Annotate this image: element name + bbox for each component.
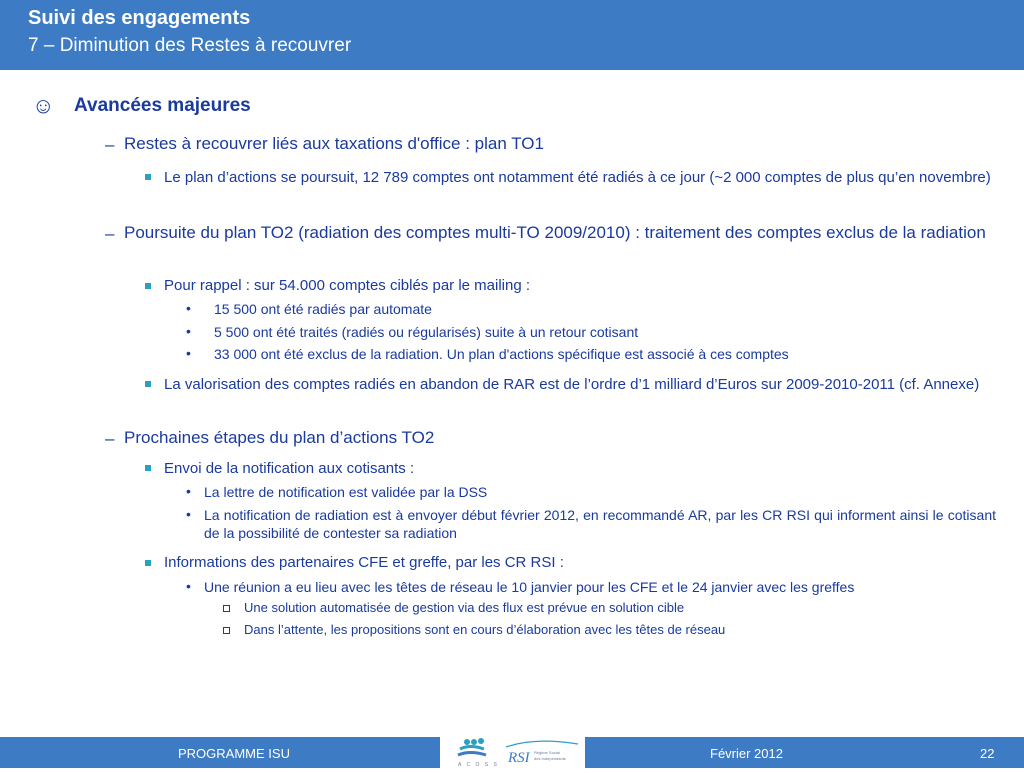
level2-text: Informations des partenaires CFE et greffe, par les CR RSI : <box>164 554 564 571</box>
acoss-rsi-logo-icon <box>440 737 585 768</box>
level4-text: Une solution automatisée de gestion via des flux est prévue en solution cible <box>244 600 685 615</box>
partner-logos <box>440 737 585 768</box>
slide-title: Suivi des engagements <box>28 7 251 29</box>
footer-left <box>0 737 440 768</box>
dash-bullet-icon: – <box>105 224 115 243</box>
level1-text: Poursuite du plan TO2 (radiation des comptes multi-TO 2009/2010) : traitement des comptes exclus de la radiation <box>124 223 986 242</box>
dot-bullet-icon: • <box>186 300 191 316</box>
level3-text: 5 500 ont été traités (radiés ou régularisés) suite à un retour cotisant <box>214 324 639 340</box>
dot-bullet-icon: • <box>186 345 191 361</box>
level3-text: Une réunion a eu lieu avec les têtes de réseau le 10 janvier pour les CFE et le 24 janvier avec les greffes <box>204 579 855 595</box>
square-bullet-icon <box>145 465 151 471</box>
svg-text:Régime Social: Régime Social <box>534 750 560 755</box>
hollow-square-bullet-icon <box>223 627 230 634</box>
square-bullet-icon <box>145 560 151 566</box>
rsi-wordmark: RSI <box>508 750 530 766</box>
level3-text: La notification de radiation est à envoyer début février 2012, en recommandé AR, par les CR RSI qui informent ainsi le cotisant de la possibilité de contester sa radiation <box>204 507 996 541</box>
level3-text: 15 500 ont été radiés par automate <box>214 301 432 317</box>
section-heading: Avancées majeures <box>74 95 251 116</box>
page-number: 22 <box>980 746 995 761</box>
dash-bullet-icon: – <box>105 429 115 448</box>
dot-bullet-icon: • <box>186 506 191 522</box>
program-label: PROGRAMME ISU <box>178 746 290 761</box>
level3-text: 33 000 ont été exclus de la radiation. Un plan d'actions spécifique est associé à ces comptes <box>214 346 789 362</box>
level1-text: Prochaines étapes du plan d’actions TO2 <box>124 428 435 447</box>
level2-text: Envoi de la notification aux cotisants : <box>164 460 415 477</box>
level2-text: Le plan d’actions se poursuit, 12 789 comptes ont notamment été radiés à ce jour (~2 000 comptes de plus qu’en novembre) <box>164 169 991 186</box>
svg-text:des Indépendants: des Indépendants <box>534 756 566 761</box>
level2-text: Pour rappel : sur 54.000 comptes ciblés par le mailing : <box>164 277 531 294</box>
level4-text: Dans l’attente, les propositions sont en cours d’élaboration avec les têtes de réseau <box>244 622 726 637</box>
square-bullet-icon <box>145 174 151 180</box>
smiley-bullet-icon: ☺ <box>32 93 55 118</box>
dot-bullet-icon: • <box>186 323 191 339</box>
dot-bullet-icon: • <box>186 578 191 594</box>
square-bullet-icon <box>145 381 151 387</box>
slide-footer <box>0 737 1024 768</box>
level1-text: Restes à recouvrer liés aux taxations d'office : plan TO1 <box>124 134 544 153</box>
acoss-wordmark: A C O S S <box>458 762 499 768</box>
square-bullet-icon <box>145 283 151 289</box>
slide-subtitle: 7 – Diminution des Restes à recouvrer <box>28 35 352 56</box>
dot-bullet-icon: • <box>186 483 191 499</box>
level2-text: La valorisation des comptes radiés en abandon de RAR est de l’ordre d’1 milliard d’Euros sur 2009-2010-2011 (cf. Annexe) <box>164 376 980 393</box>
dash-bullet-icon: – <box>105 135 115 154</box>
date-label: Février 2012 <box>710 746 783 761</box>
footer-right <box>585 737 1024 768</box>
level3-text: La lettre de notification est validée par la DSS <box>204 484 488 500</box>
hollow-square-bullet-icon <box>223 605 230 612</box>
